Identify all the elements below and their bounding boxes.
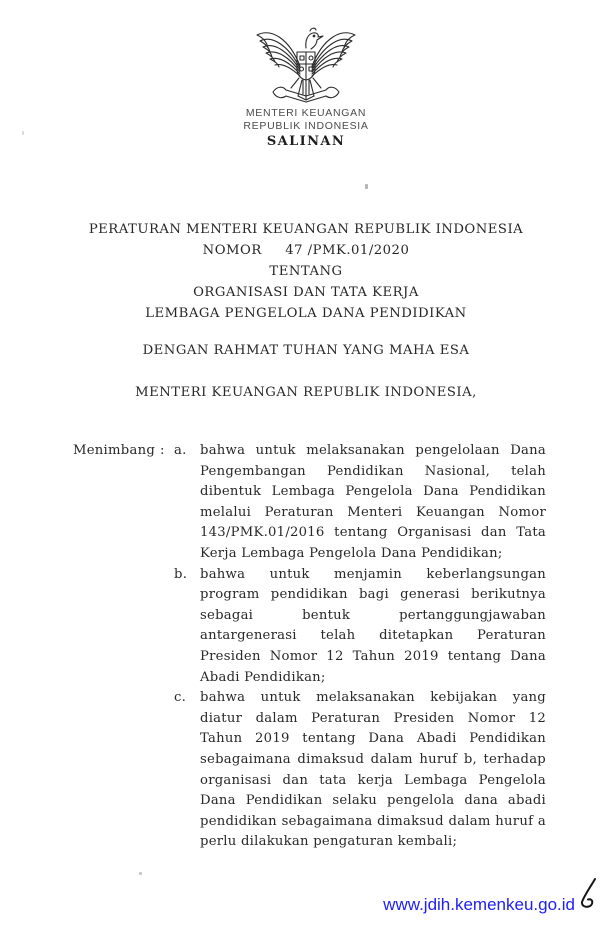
considering-item-a (73, 441, 546, 565)
regulation-subject-line2: LEMBAGA PENGELOLA DANA PENDIDIKAN (145, 306, 467, 321)
regulation-about-label: TENTANG (269, 264, 343, 279)
regulation-title-block (0, 219, 612, 324)
item-marker: c. (174, 690, 187, 706)
item-marker: b. (174, 566, 188, 582)
ministry-name (0, 107, 612, 133)
item-marker: a. (174, 443, 187, 458)
regulation-number-line: NOMOR 47 /PMK.01/2020 (202, 243, 410, 258)
regulation-subject-line1: ORGANISASI DAN TATA KERJA (193, 285, 419, 300)
authority-line: MENTERI KEUANGAN REPUBLIK INDONESIA, (135, 385, 477, 400)
considering-section (73, 441, 546, 853)
considering-item-c (73, 688, 546, 853)
considering-separator: : (160, 443, 165, 458)
regulation-title-line: PERATURAN MENTERI KEUANGAN REPUBLIK INDONESIA (88, 222, 524, 237)
item-text: bahwa untuk melaksanakan pengelolaan Dana Pengembangan Pendidikan Nasional, telah dibentuk Lembaga Pengelola Dana Pendidikan melalui Peraturan Menteri Keuangan Nomor 143/PMK.01/2016 tentang Organisasi dan Tata Kerja Lembaga Pengelola Dana Pendidikan; (200, 443, 546, 561)
scan-speck (139, 872, 142, 875)
considering-item-b (73, 565, 546, 689)
ministry-name-line1: MENTERI KEUANGAN (245, 107, 367, 119)
invocation-line: DENGAN RAHMAT TUHAN YANG MAHA ESA (142, 343, 470, 358)
item-text: bahwa untuk melaksanakan kebijakan yang diatur dalam Peraturan Presiden Nomor 12 Tahun 2019 tentang Dana Abadi Pendidikan sebagaimana dimaksud dalam huruf b, terhadap organisasi dan tata kerja Lembaga Pengelola Dana Pendidikan selaku pengelola dana abadi pendidikan sebagaimana dimaksud dalam huruf a perlu dilakukan pengaturan kembali; (200, 690, 546, 850)
item-text: bahwa untuk menjamin keberlangsungan program pendidikan bagi generasi berikutnya sebagai bentuk pertanggungjawaban antargenerasi telah ditetapkan Peraturan Presiden Nomor 12 Tahun 2019 tentang Dana Abadi Pendidikan; (200, 566, 546, 685)
considering-label: Menimbang (73, 443, 156, 458)
scan-speck (365, 184, 368, 189)
ministry-name-line2: REPUBLIK INDONESIA (243, 120, 369, 132)
jdih-watermark-link[interactable]: www.jdih.kemenkeu.go.id (383, 895, 575, 914)
handwritten-paraf-mark (578, 876, 600, 916)
scan-speck (22, 131, 24, 135)
copy-label: SALINAN (266, 134, 346, 149)
garuda-pancasila-emblem (253, 22, 359, 110)
